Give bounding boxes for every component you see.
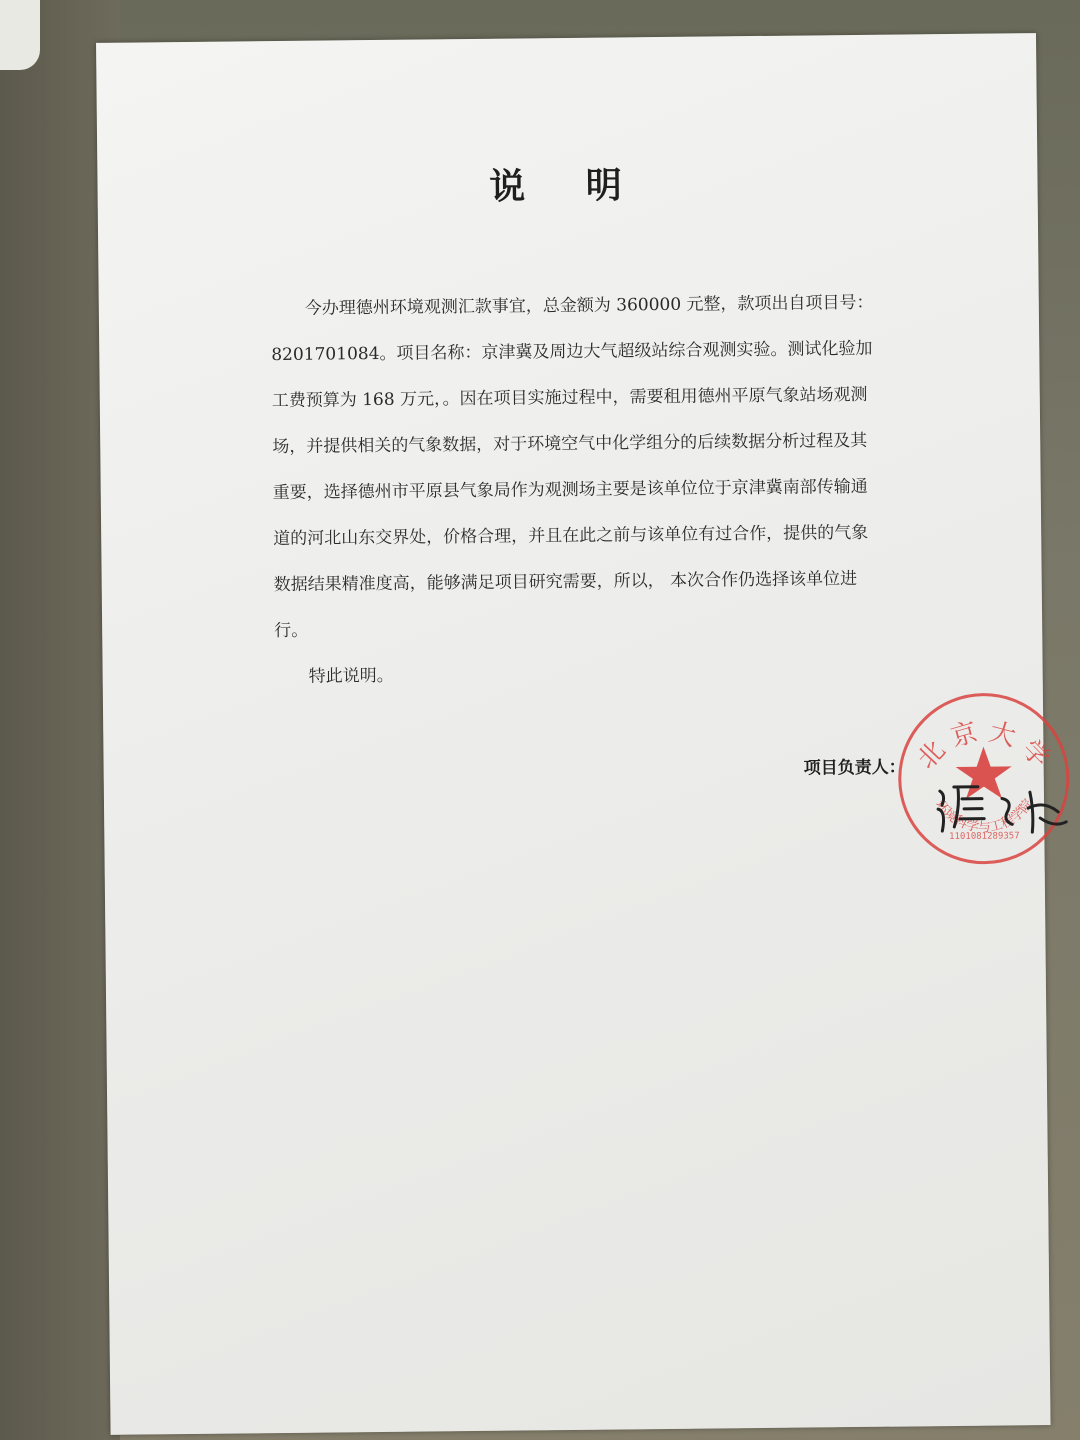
document-body <box>271 280 885 700</box>
closing-line: 特此说明。 <box>308 665 394 687</box>
signature-label: 项目负责人： <box>803 757 906 779</box>
handwritten-signature <box>932 778 1073 839</box>
svg-text:环境科学与工程学院: 环境科学与工程学院 <box>931 796 1037 836</box>
svg-text:北 京 大 学: 北 京 大 学 <box>911 717 1056 775</box>
svg-text:1101081289357: 1101081289357 <box>949 831 1020 843</box>
cup <box>0 0 40 70</box>
document-title: 说 明 <box>489 165 647 208</box>
paper-sheet <box>96 33 1056 1435</box>
body-paragraph: 今办理德州环境观测汇款事宜，总金额为 360000 元整，款项出自项目号：8201701084。项目名称：京津冀及周边大气超级站综合观测实验。测试化验加工费预算为 168 万元，。因在项目实施过程中，需要租用德州平原气象站场观测场，并提供相关的气象数据，对于环境空气中化学组分的后续数据分析过程及其重要，选择德州市平原县气象局作为观测场主要是该单位位于京津冀南部传输通道的河北山东交界处，价格合理，并且在此之前与该单位有过合作，提供的气象数据结果精准度高，能够满足项目研究需要，所以， 本次合作仍选择该单位进行。 <box>271 292 874 642</box>
